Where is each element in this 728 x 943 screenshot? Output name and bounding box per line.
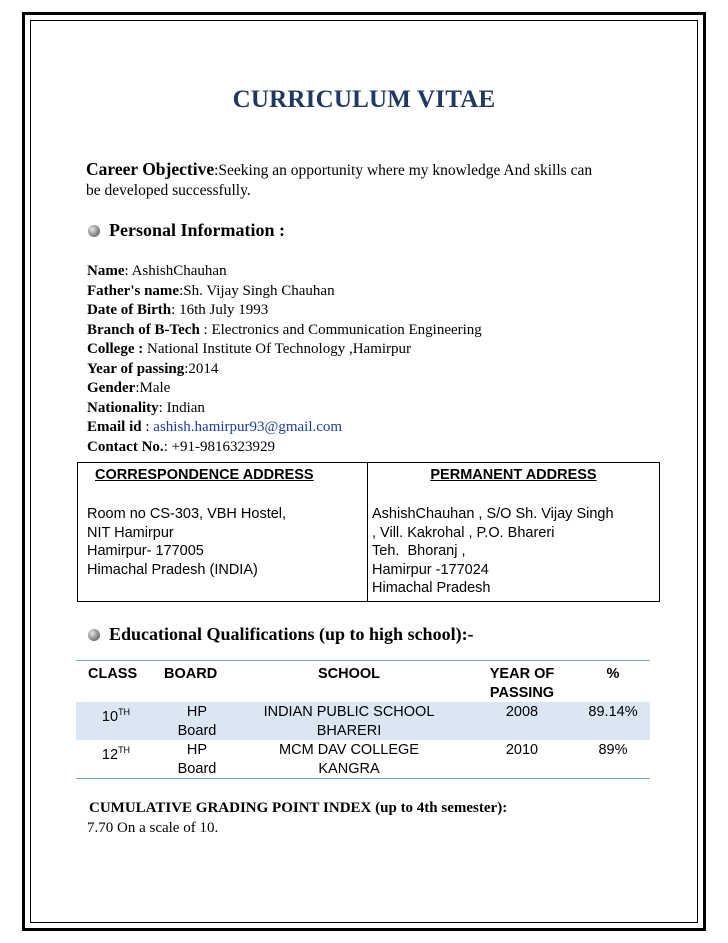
row1-class: 10TH	[101, 707, 131, 725]
row1-school: INDIAN PUBLIC SCHOOL BHARERI	[263, 704, 435, 739]
info-branch: Branch of B-Tech : Electronics and Communication Engineering	[87, 321, 482, 338]
info-gender: Gender:Male	[87, 380, 171, 396]
header-class: CLASS	[88, 666, 138, 682]
personal-info-heading-text: Personal Information :	[109, 220, 285, 240]
info-dob: Date of Birth: 16th July 1993	[87, 302, 269, 318]
permanent-address-cell	[368, 463, 659, 601]
info-college: College : National Institute Of Technology ,Hamirpur	[87, 341, 412, 357]
header-school: SCHOOL	[317, 666, 381, 682]
education-heading-text: Educational Qualifications (up to high school):-	[109, 624, 474, 644]
cgpi-value: 7.70 On a scale of 10.	[87, 820, 219, 836]
row1-year: 2008	[505, 704, 539, 720]
personal-info-list	[87, 262, 647, 457]
email-link[interactable]: ashish.hamirpur93@gmail.com	[153, 419, 343, 435]
row2-percent: 89%	[598, 742, 628, 758]
bullet-icon	[88, 629, 100, 641]
career-objective	[86, 159, 606, 201]
bullet-icon	[88, 225, 100, 237]
row2-class: 12TH	[101, 745, 131, 763]
correspondence-address-text: Room no CS-303, VBH Hostel, NIT Hamirpur Hamirpur- 177005 Himachal Pradesh (INDIA)	[87, 506, 287, 578]
row1-percent: 89.14%	[588, 704, 638, 720]
header-year: YEAR OF PASSING	[489, 666, 555, 701]
header-board: BOARD	[164, 666, 218, 682]
row2-school: MCM DAV COLLEGE KANGRA	[279, 742, 419, 777]
header-percent: %	[606, 666, 620, 682]
info-father-name: Father's name:Sh. Vijay Singh Chauhan	[87, 282, 335, 299]
permanent-address-text: AshishChauhan , S/O Sh. Vijay Singh , Vill. Kakrohal , P.O. Bhareri Teh. Bhoranj , Hamirpur -177024 Himachal Pradesh	[372, 506, 614, 597]
correspondence-address-header: CORRESPONDENCE ADDRESS	[95, 467, 314, 483]
info-year-of-passing: Year of passing:2014	[87, 360, 219, 377]
page-title: CURRICULUM VITAE	[232, 86, 496, 113]
row2-board: HP Board	[177, 742, 217, 777]
info-name: Name: AshishChauhan	[87, 263, 227, 279]
permanent-address-header: PERMANENT ADDRESS	[430, 467, 597, 483]
correspondence-address-cell	[78, 463, 368, 601]
table-rule-top	[76, 660, 650, 661]
cgpi-label: CUMULATIVE GRADING POINT INDEX (up to 4th semester):	[89, 800, 508, 816]
education-heading	[86, 624, 474, 645]
row1-board: HP Board	[177, 704, 217, 739]
address-table	[77, 462, 660, 602]
info-nationality: Nationality: Indian	[87, 399, 205, 416]
career-objective-label: Career Objective	[86, 159, 215, 179]
personal-info-heading	[86, 220, 285, 241]
career-objective-text: :Seeking an opportunity where my knowledge And skills can be developed successfully.	[86, 162, 593, 199]
table-rule-bottom	[76, 778, 650, 779]
info-email: Email id : ashish.hamirpur93@gmail.com	[87, 419, 343, 435]
row2-year: 2010	[505, 742, 539, 758]
info-contact: Contact No.: +91-9816323929	[87, 438, 276, 455]
